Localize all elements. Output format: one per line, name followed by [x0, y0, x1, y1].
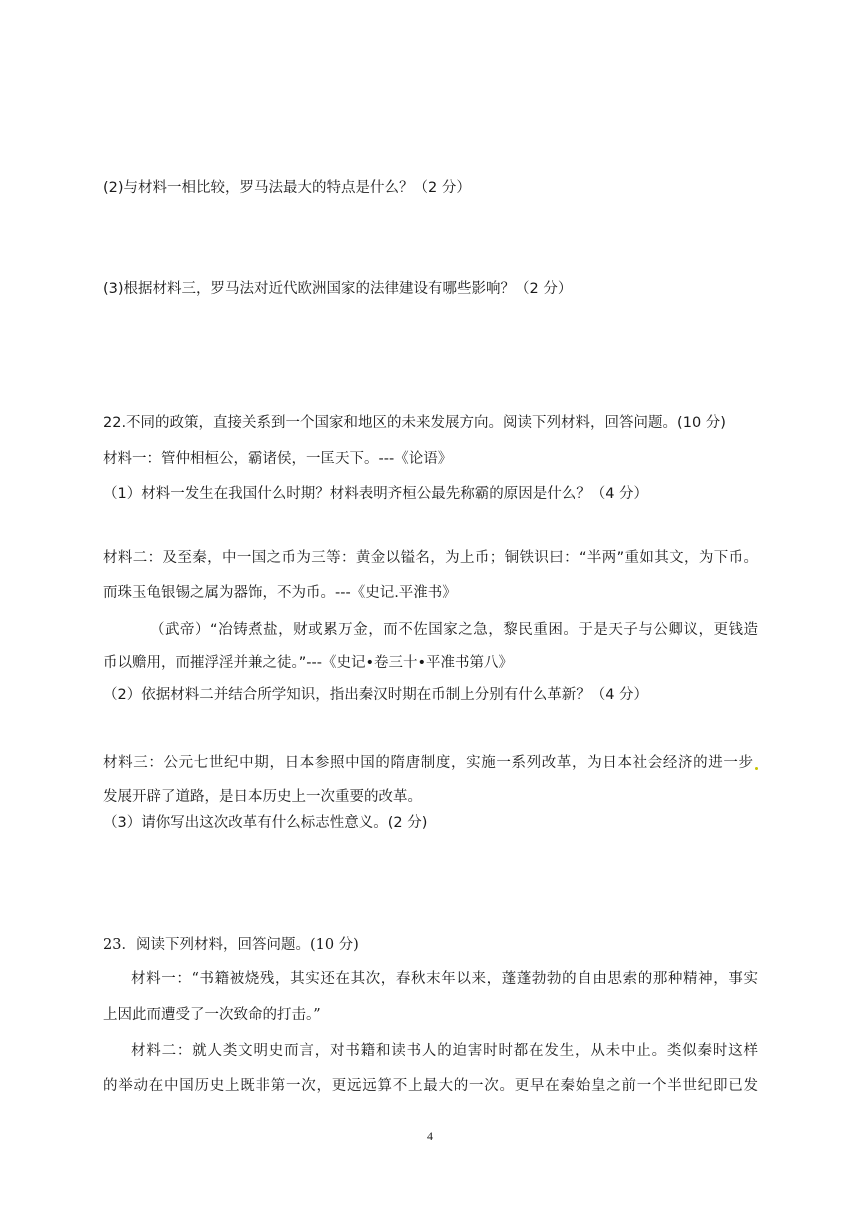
question-22-1: （1）材料一发生在我国什么时期？材料表明齐桓公最先称霸的原因是什么？（4 分）	[103, 486, 649, 502]
question-22-material-2-line-4: 币以赡用，而摧浮淫并兼之徒。”---《史记•卷三十•平准书第八》	[103, 655, 514, 671]
question-21-3: (3)根据材料三，罗马法对近代欧洲国家的法律建设有哪些影响？（2 分）	[103, 281, 573, 297]
question-21-2: (2)与材料一相比较，罗马法最大的特点是什么？（2 分）	[103, 180, 471, 196]
question-23-material-1-line-2: 上因此而遭受了一次致命的打击。”	[103, 1007, 321, 1023]
question-22-material-1-text: 材料一：管仲相桓公，霸诸侯，一匡天下。---《论语》	[103, 451, 453, 467]
question-22-2: （2）依据材料二并结合所学知识，指出秦汉时期在币制上分别有什么革新？（4 分）	[103, 687, 649, 703]
question-23-material-1-line-1: 材料一：“书籍被烧残，其实还在其次，春秋末年以来，蓬蓬勃勃的自由思索的那种精神，事实	[131, 971, 758, 987]
question-22-material-1	[103, 449, 452, 469]
question-23-material-2-line-2: 的举动在中国历史上既非第一次，更远远算不上最大的一次。更早在秦始皇之前一个半世纪即已发	[103, 1078, 758, 1094]
question-22-3: （3）请你写出这次改革有什么标志性意义。(2 分)	[103, 815, 428, 831]
question-22-material-3-line-1-text: 材料三：公元七世纪中期，日本参照中国的隋唐制度，实施一系列改革，为日本社会经济的进一步	[103, 755, 753, 771]
question-22-material-2-line-1: 材料二：及至秦，中一国之币为三等：黄金以镒名，为上币；铜铁识曰：“半两”重如其文，为下币。	[103, 550, 758, 566]
question-23-material-2-line-1: 材料二：就人类文明史而言，对书籍和读书人的迫害时时都在发生，从未中止。类似秦时这样	[131, 1043, 758, 1059]
question-23-title: 23．阅读下列材料，回答问题。(10 分)	[103, 937, 359, 953]
question-22-title: 22.不同的政策，直接关系到一个国家和地区的未来发展方向。阅读下列材料，回答问题。(10 分)	[103, 415, 726, 431]
question-22-material-3-line-2: 发展开辟了道路，是日本历史上一次重要的改革。	[103, 789, 422, 805]
question-22-material-2-line-3: （武帝）“冶铸煮盐，财或累万金，而不佐国家之急，黎民重困。于是天子与公卿议，更钱造	[150, 622, 758, 638]
annotation-mark-icon	[755, 767, 758, 770]
question-22-material-3-line-1	[103, 753, 753, 773]
page-number: 4	[427, 1129, 433, 1143]
question-22-material-2-line-2: 而珠玉龟银锡之属为器饰，不为币。---《史记.平淮书》	[103, 585, 457, 601]
